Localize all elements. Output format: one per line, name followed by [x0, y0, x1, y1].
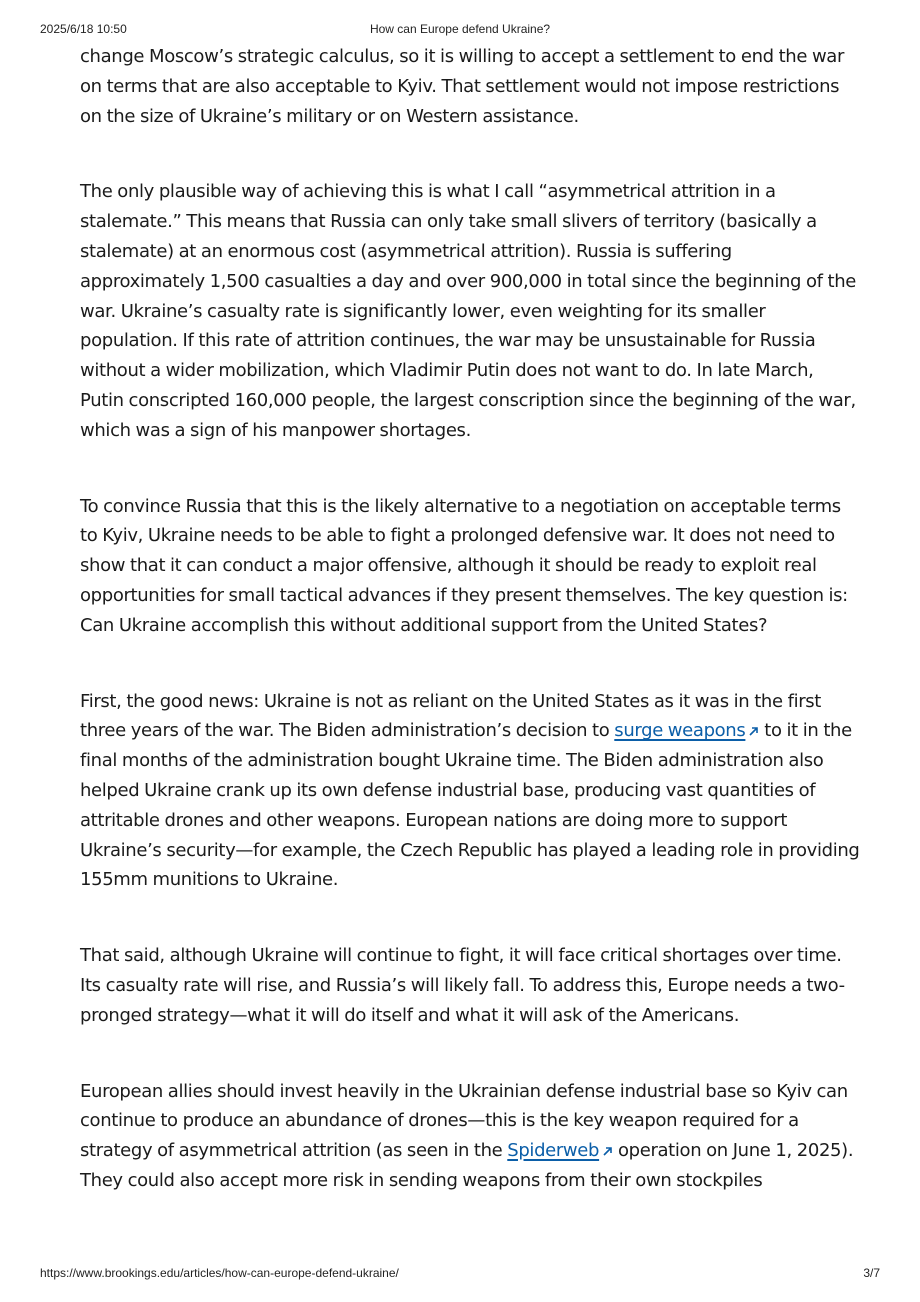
external-link-arrow-icon[interactable] — [748, 726, 759, 737]
article-paragraph-4 — [80, 687, 860, 896]
article-body — [80, 42, 860, 1242]
print-footer — [40, 1266, 880, 1282]
print-header — [40, 22, 880, 38]
surge-weapons-link-label[interactable]: surge weapons — [614, 720, 746, 742]
print-page-title: How can Europe defend Ukraine? — [369, 22, 551, 36]
article-paragraph-6 — [80, 1077, 860, 1196]
external-link-arrow-icon[interactable] — [602, 1146, 613, 1157]
article-paragraph-3: To convince Russia that this is the likely alternative to a negotiation on acceptable terms to Kyiv, Ukraine needs to be able to fight a prolonged defensive war. It does not need to show that it can conduct a major offensive, although it should be ready to exploit real opportunities for small tactical advances if they present themselves. The key question is: Can Ukraine accomplish this without additional support from the United States? — [80, 495, 848, 636]
paragraph-4-text-after: to it in the final months of the administration bought Ukraine time. The Biden administration also helped Ukraine crank up its own defense industrial base, producing vast quantities of attritable drones and other weapons. European nations are doing more to support Ukraine’s security—for example, the Czech Republic has played a leading role in providing 155mm munitions to Ukraine. — [80, 720, 860, 891]
paragraph-4-text-before: First, the good news: Ukraine is not as reliant on the United States as it was in the first three years of the war. The Biden administration’s decision to — [80, 690, 822, 742]
spiderweb-link-label[interactable]: Spiderweb — [507, 1140, 600, 1162]
paragraph-6-text-before: European allies should invest heavily in the Ukrainian defense industrial base so Kyiv can continue to produce an abundance of drones—this is the key weapon required for a strategy of asymmetrical attrition (as seen in the — [80, 1080, 848, 1162]
article-paragraph-1: change Moscow’s strategic calculus, so it is willing to accept a settlement to end the war on terms that are also acceptable to Kyiv. That settlement would not impose restrictions on the size of Ukraine’s military or on Western assistance. — [80, 46, 845, 127]
page-number: 3/7 — [863, 1266, 880, 1280]
print-url: https://www.brookings.edu/articles/how-can-europe-defend-ukraine/ — [40, 1266, 399, 1280]
article-paragraph-2: The only plausible way of achieving this is what I call “asymmetrical attrition in a stalemate.” This means that Russia can only take small slivers of territory (basically a stalemate) at an enormous cost (asymmetrical attrition). Russia is suffering approximately 1,500 casualties a day and over 900,000 in total since the beginning of the war. Ukraine’s casualty rate is significantly lower, even weighting for its smaller population. If this rate of attrition continues, the war may be unsustainable for Russia without a wider mobilization, which Vladimir Putin does not want to do. In late March, Putin conscripted 160,000 people, the largest conscription since the beginning of the war, which was a sign of his manpower shortages. — [80, 181, 856, 441]
print-date: 2025/6/18 10:50 — [40, 22, 127, 36]
surge-weapons-link[interactable] — [614, 720, 759, 741]
paragraph-6-text-after: operation on June 1, 2025). They could also accept more risk in sending weapons from their own stockpiles — [80, 1140, 854, 1191]
spiderweb-link[interactable] — [507, 1140, 613, 1161]
article-paragraph-5: That said, although Ukraine will continue to fight, it will face critical shortages over time. Its casualty rate will rise, and Russia’s will likely fall. To address this, Europe needs a two-pronged strategy—what it will do itself and what it will ask of the Americans. — [80, 945, 845, 1026]
